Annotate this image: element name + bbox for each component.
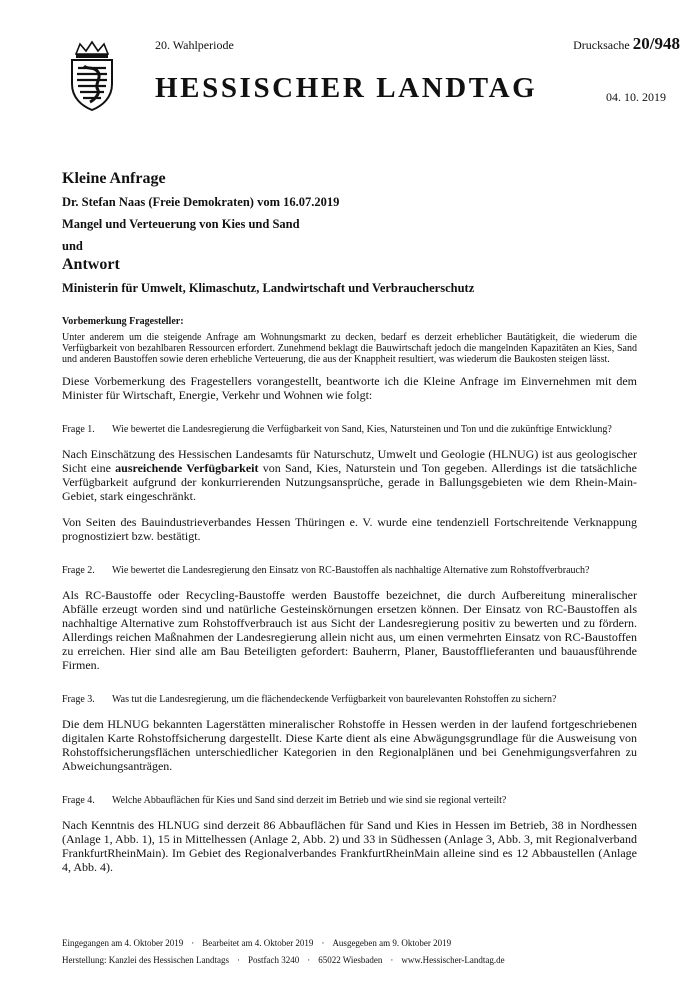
question-text: Welche Abbauflächen für Kies und Sand sind derzeit im Betrieb und wie sind sie regional verteilt? <box>112 795 507 806</box>
footer-ausgegeben: Ausgegeben am 9. Oktober 2019 <box>332 938 452 948</box>
question-text: Wie bewertet die Landesregierung die Verfügbarkeit von Sand, Kies, Natursteinen und Ton und die zukünftige Entwicklung? <box>112 424 612 435</box>
footer-bearbeitet: Bearbeitet am 4. Oktober 2019 <box>202 938 314 948</box>
drucksache-label: Drucksache <box>573 38 630 52</box>
footer-publisher-line <box>62 952 642 969</box>
wahlperiode: 20. Wahlperiode <box>155 38 234 52</box>
footer-ort: 65022 Wiesbaden <box>318 955 383 965</box>
answer-1-part-b: von Sand, Kies, Naturstein und Ton gegeben. Allerdings ist die tatsächliche Verfügbarkeit aufgrund der konkurrierenden Nutzungsansprüche, gerade in Ballungsgebieten wie dem Rhein-Main-Gebiet, stark eingeschränkt. <box>62 461 637 503</box>
drucksache <box>573 34 680 54</box>
ministry-line: Ministerin für Umwelt, Klimaschutz, Landwirtschaft und Verbraucherschutz <box>62 281 475 295</box>
answer-1-bold: ausreichende Verfügbarkeit <box>115 461 259 475</box>
footer-separator: · <box>390 955 394 965</box>
question-3 <box>62 694 637 705</box>
answer-3: Die dem HLNUG bekannten Lagerstätten mineralischer Rohstoffe in Hessen werden in der laufend fortgeschriebenen digitalen Karte Rohstoffsicherung dargestellt. Diese Karte dient als eine Abwägungsgrundlage für die Ausweisung von Rohstoffsicherungsflächen unterschiedlicher Kategorien in den Regionalplänen und bei Genehmigungsverfahren zu Abweichungsanträgen. <box>62 717 637 773</box>
question-label: Frage 1. <box>62 424 95 435</box>
footer-separator: · <box>191 938 195 948</box>
question-1 <box>62 424 637 435</box>
document-type: Kleine Anfrage <box>62 170 166 187</box>
document-body <box>62 315 637 886</box>
answer-4: Nach Kenntnis des HLNUG sind derzeit 86 Abbauflächen für Sand und Kies in Hessen im Betrieb, 38 in Nordhessen (Anlage 1, Abb. 1), 15 in Mittelhessen (Anlage 2, Abb. 2) und 33 in Südhessen (Anlage 3, Abb. 3, mit Regionalverband FrankfurtRheinMain). Im Gebiet des Regionalverbandes FrankfurtRheinMain alleine sind es 12 Abbaustellen (Anlage 4, Abb. 4). <box>62 818 637 874</box>
footer-herstellung: Herstellung: Kanzlei des Hessischen Landtags <box>62 955 229 965</box>
question-text: Wie bewertet die Landesregierung den Einsatz von RC-Baustoffen als nachhaltige Alternative zum Rohstoffverbrauch? <box>112 565 590 576</box>
footer-separator: · <box>307 955 311 965</box>
title-block <box>62 170 662 303</box>
answer-1 <box>62 447 637 503</box>
author-line: Dr. Stefan Naas (Freie Demokraten) vom 16.07.2019 <box>62 195 340 209</box>
hessen-coat-of-arms-icon <box>64 40 120 112</box>
footer-eingegangen: Eingegangen am 4. Oktober 2019 <box>62 938 184 948</box>
footer-website-link[interactable]: www.Hessischer-Landtag.de <box>401 955 505 965</box>
answer-1-part-a: Nach Einschätzung des Hessischen Landesamts für Naturschutz, Umwelt und Geologie (HLNUG) ist aus geologischer Sicht eine <box>62 447 637 475</box>
footer-postfach: Postfach 3240 <box>247 955 300 965</box>
footer-dates-line <box>62 935 642 952</box>
question-label: Frage 3. <box>62 694 95 705</box>
drucksache-number: 20/948 <box>632 34 680 53</box>
answer-1-paragraph-2: Von Seiten des Bauindustrieverbandes Hessen Thüringen e. V. wurde eine tendenziell Fortschreitende Verknappung prognostiziert bzw. bestätigt. <box>62 515 637 543</box>
question-text: Was tut die Landesregierung, um die flächendeckende Verfügbarkeit von baurelevanten Rohstoffen zu sichern? <box>112 694 557 705</box>
document-footer <box>62 935 642 969</box>
question-label: Frage 2. <box>62 565 95 576</box>
answer-2: Als RC-Baustoffe oder Recycling-Baustoffe werden Baustoffe bezeichnet, die durch Aufbereitung mineralischer Abfälle erzeugt worden sind und natürliche Gesteinskörnungen ersetzen können. Der Einsatz von RC-Baustoffen als nachhaltige Alternative zum Rohstoffverbrauch ist aus Sicht der Landesregierung positiv zu bewerten und zu fördern. Allerdings reichen Maßnahmen der Landesregierung allein nicht aus, um einen vermehrten Einsatz von RC-Baustoffen zu erreichen. Hier sind alle am Bau Beteiligten gefordert: Bauherrn, Planer, Baustofflieferanten und bauausführende Firmen. <box>62 588 637 672</box>
footer-separator: · <box>236 955 240 965</box>
subject-line: Mangel und Verteuerung von Kies und Sand <box>62 217 300 231</box>
footer-separator: · <box>321 938 325 948</box>
institution-title: HESSISCHER LANDTAG <box>155 72 538 104</box>
question-2 <box>62 565 637 576</box>
intro-paragraph: Diese Vorbemerkung des Fragestellers vorangestellt, beantworte ich die Kleine Anfrage im Einvernehmen mit dem Minister für Wirtschaft, Energie, Verkehr und Wohnen wie folgt: <box>62 374 637 402</box>
und-line: und <box>62 239 83 253</box>
question-label: Frage 4. <box>62 795 95 806</box>
antwort-heading: Antwort <box>62 256 120 273</box>
question-4 <box>62 795 637 806</box>
preamble-title: Vorbemerkung Fragesteller: <box>62 316 184 327</box>
document-date: 04. 10. 2019 <box>606 90 666 104</box>
preamble-text: Unter anderem um die steigende Anfrage am Wohnungsmarkt zu decken, bedarf es derzeit erheblicher Bautätigkeit, die wiederum die Verfügbarkeit von bezahlbaren Ressourcen erfordert. Zunehmend beklagt die Bauwirtschaft jedoch die mangelnden Kapazitäten an Kies, Sand und anderen Baustoffen sowie deren erhebliche Verteuerung, die aus der Knappheit resultiert, was wiederum die Baukosten steigen lässt. <box>62 332 637 365</box>
